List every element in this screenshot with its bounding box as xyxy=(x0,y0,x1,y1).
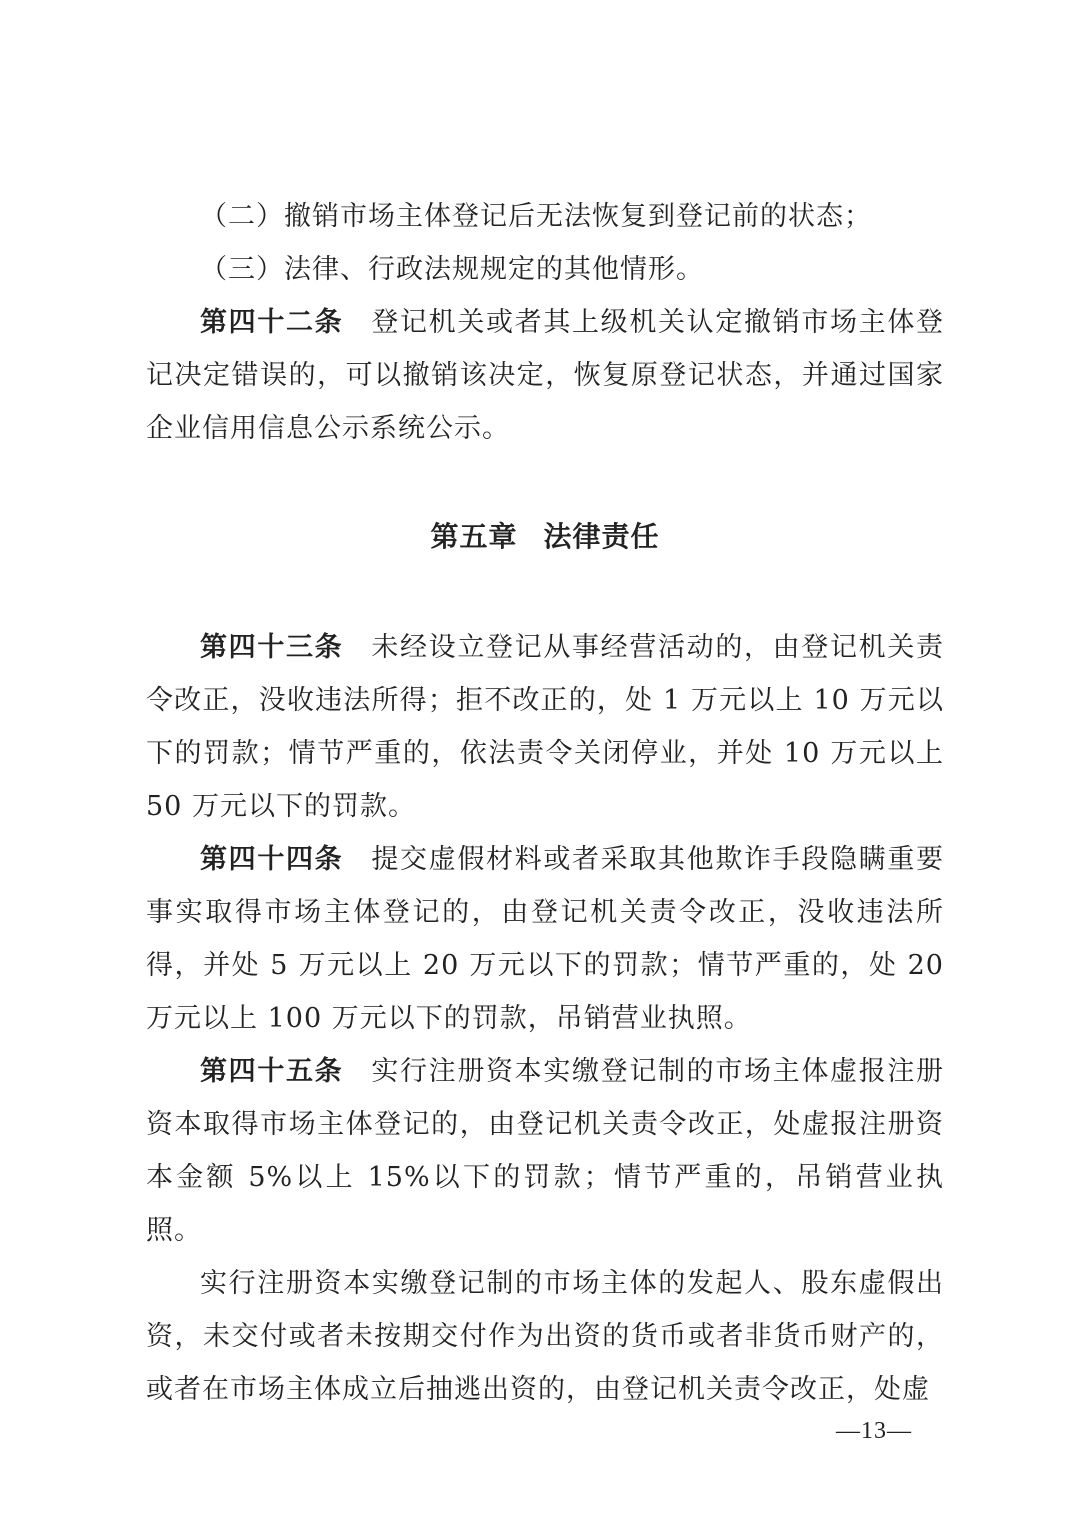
list-item-2: （二）撤销市场主体登记后无法恢复到登记前的状态； xyxy=(200,201,872,232)
article-45 xyxy=(146,1045,944,1257)
list-item-3: （三）法律、行政法规规定的其他情形。 xyxy=(200,254,704,285)
article-43-heading: 第四十三条 xyxy=(200,632,344,663)
chapter-heading xyxy=(146,517,944,557)
article-43 xyxy=(146,621,944,833)
article-44-text: 提交虚假材料或者采取其他欺诈手段隐瞒重要事实取得市场主体登记的，由登记机关责令改正，没收违法所得，并处 5 万元以上 20 万元以下的罚款；情节严重的，处 20 万元以上 100 万元以下的罚款，吊销营业执照。 xyxy=(146,844,945,1034)
article-44-heading: 第四十四条 xyxy=(200,844,344,875)
chapter-title: 法律责任 xyxy=(543,520,660,553)
article-42-text: 登记机关或者其上级机关认定撤销市场主体登记决定错误的，可以撤销该决定，恢复原登记状态，并通过国家企业信用信息公示系统公示。 xyxy=(146,307,945,444)
document-body xyxy=(146,190,944,1416)
article-45-paragraph-2: 实行注册资本实缴登记制的市场主体的发起人、股东虚假出资，未交付或者未按期交付作为出资的货币或者非货币财产的，或者在市场主体成立后抽逃出资的，由登记机关责令改正，处虚 xyxy=(146,1268,944,1405)
chapter-number: 第五章 xyxy=(430,520,518,553)
article-42-heading: 第四十二条 xyxy=(200,307,344,338)
page-number: —13— xyxy=(836,1418,912,1444)
article-43-text: 未经设立登记从事经营活动的，由登记机关责令改正，没收违法所得；拒不改正的，处 1 万元以上 10 万元以下的罚款；情节严重的，依法责令关闭停业，并处 10 万元以上 50 万元以下的罚款。 xyxy=(146,632,945,822)
article-42 xyxy=(146,296,944,455)
article-45-heading: 第四十五条 xyxy=(200,1056,344,1087)
article-44 xyxy=(146,833,944,1045)
article-45-text: 实行注册资本实缴登记制的市场主体虚报注册资本取得市场主体登记的，由登记机关责令改正，处虚报注册资本金额 5%以上 15%以下的罚款；情节严重的，吊销营业执照。 xyxy=(146,1056,945,1246)
